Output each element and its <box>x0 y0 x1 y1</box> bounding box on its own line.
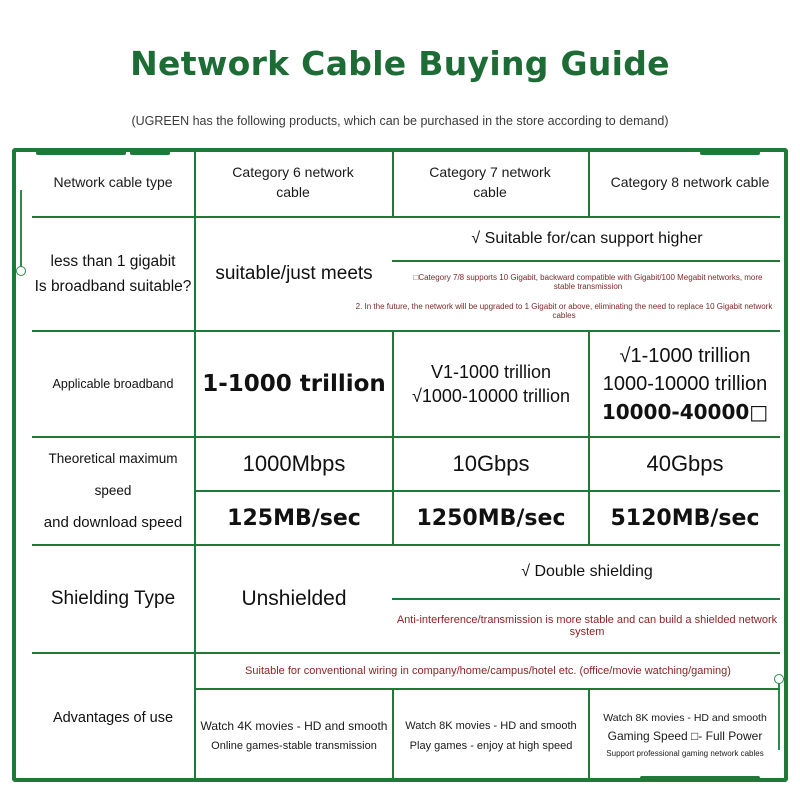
broadband-cat7-line2: √1000-10000 trillion <box>412 386 570 406</box>
speed-label-line1: Theoretical maximum speed <box>48 451 178 498</box>
broadband-cat6-text: 1-1000 trillion <box>202 371 386 397</box>
speed-cat8-download-text: 5120MB/sec <box>610 505 760 531</box>
use-cat6-line2: Online games-stable transmission <box>211 740 377 752</box>
use-cat7-line2: Play games - enjoy at high speed <box>409 740 573 752</box>
gigabit-cat78 <box>394 218 780 260</box>
row-divider <box>392 260 780 262</box>
gigabit-cat78-text: √ Suitable for/can support higher <box>471 230 703 247</box>
header-cat7 <box>404 148 576 216</box>
use-cat8 <box>590 690 780 782</box>
speed-cat8-rate <box>590 438 780 490</box>
header-cat8-text: Category 8 network cable <box>610 174 770 190</box>
col-divider <box>588 148 590 218</box>
page-title: Network Cable Buying Guide <box>130 44 670 83</box>
gigabit-note1-text: □Category 7/8 supports 10 Gigabit, backward compatible with Gigabit/100 Megabit networks, more stable transmission <box>413 273 763 291</box>
speed-cat6-download-text: 125MB/sec <box>227 505 361 531</box>
speed-cat7-rate <box>394 438 588 490</box>
gigabit-note2 <box>348 300 780 322</box>
comparison-table <box>32 148 780 782</box>
broadband-cat8-line2: 1000-10000 trillion <box>602 373 768 395</box>
use-common <box>196 654 780 688</box>
gigabit-label-line2: Is broadband suitable? <box>34 278 192 295</box>
use-cat6 <box>196 690 392 782</box>
shield-note-text: Anti-interference/transmission is more stable and can build a shielded network system <box>396 614 778 638</box>
speed-cat7-download <box>394 492 588 544</box>
frame-deco-dot <box>16 266 26 276</box>
broadband-row-label <box>32 332 194 436</box>
broadband-label-text: Applicable broadband <box>52 377 174 391</box>
broadband-cat6 <box>196 332 392 436</box>
broadband-cat7 <box>394 332 588 436</box>
broadband-cat8-line3: 10000-40000□ <box>601 400 769 424</box>
page-subtitle: (UGREEN has the following products, which can be purchased in the store according to demand) <box>131 114 669 128</box>
shield-note <box>394 600 780 652</box>
speed-cat6-rate-text: 1000Mbps <box>242 451 346 476</box>
header-row-label-text: Network cable type <box>53 174 173 190</box>
header-cat7-text: Category 7 network cable <box>429 164 551 200</box>
shield-cat6-text: Unshielded <box>241 587 347 610</box>
gigabit-note1 <box>402 266 774 298</box>
shield-cat78 <box>394 546 780 598</box>
speed-cat6-download <box>196 492 392 544</box>
speed-label-line2: and download speed <box>43 514 183 531</box>
speed-cat7-download-text: 1250MB/sec <box>416 505 566 531</box>
gigabit-note2-text: 2. In the future, the network will be upgraded to 1 Gigabit or above, eliminating the need to replace 10 Gigabit network cables <box>355 302 773 320</box>
frame-deco-line <box>20 190 22 270</box>
speed-row-label <box>32 438 194 544</box>
broadband-cat8-line1: √1-1000 trillion <box>619 345 751 367</box>
gigabit-label-line1: less than 1 gigabit <box>50 253 176 270</box>
header-cat8 <box>600 148 780 216</box>
broadband-cat8 <box>590 332 780 436</box>
speed-cat8-download <box>590 492 780 544</box>
col-divider <box>392 148 394 218</box>
shield-row-label <box>32 546 194 652</box>
use-cat8-line1: Watch 8K movies - HD and smooth <box>603 712 767 724</box>
shield-label-text: Shielding Type <box>50 588 176 609</box>
shield-cat6 <box>196 546 392 652</box>
use-cat8-line2: Gaming Speed □- Full Power <box>607 729 763 743</box>
gigabit-row-label <box>32 218 194 330</box>
header-cat6-text: Category 6 network cable <box>232 164 354 200</box>
speed-cat8-rate-text: 40Gbps <box>646 451 724 476</box>
speed-cat6-rate <box>196 438 392 490</box>
use-row-label <box>32 654 194 782</box>
use-cat7-line1: Watch 8K movies - HD and smooth <box>405 720 577 732</box>
use-label-text: Advantages of use <box>52 710 174 726</box>
use-cat8-line3: Support professional gaming network cables <box>606 749 764 758</box>
use-cat6-line1: Watch 4K movies - HD and smooth <box>200 719 388 733</box>
use-common-text: Suitable for conventional wiring in company/home/campus/hotel etc. (office/movie watching/gaming) <box>245 665 731 677</box>
header-row-label <box>32 148 194 216</box>
broadband-cat7-line1: V1-1000 trillion <box>430 362 552 382</box>
gigabit-cat6-text: suitable/just meets <box>215 263 373 284</box>
header-cat6 <box>206 148 380 216</box>
speed-cat7-rate-text: 10Gbps <box>452 451 530 476</box>
shield-cat78-text: √ Double shielding <box>521 563 653 580</box>
use-cat7 <box>394 690 588 782</box>
